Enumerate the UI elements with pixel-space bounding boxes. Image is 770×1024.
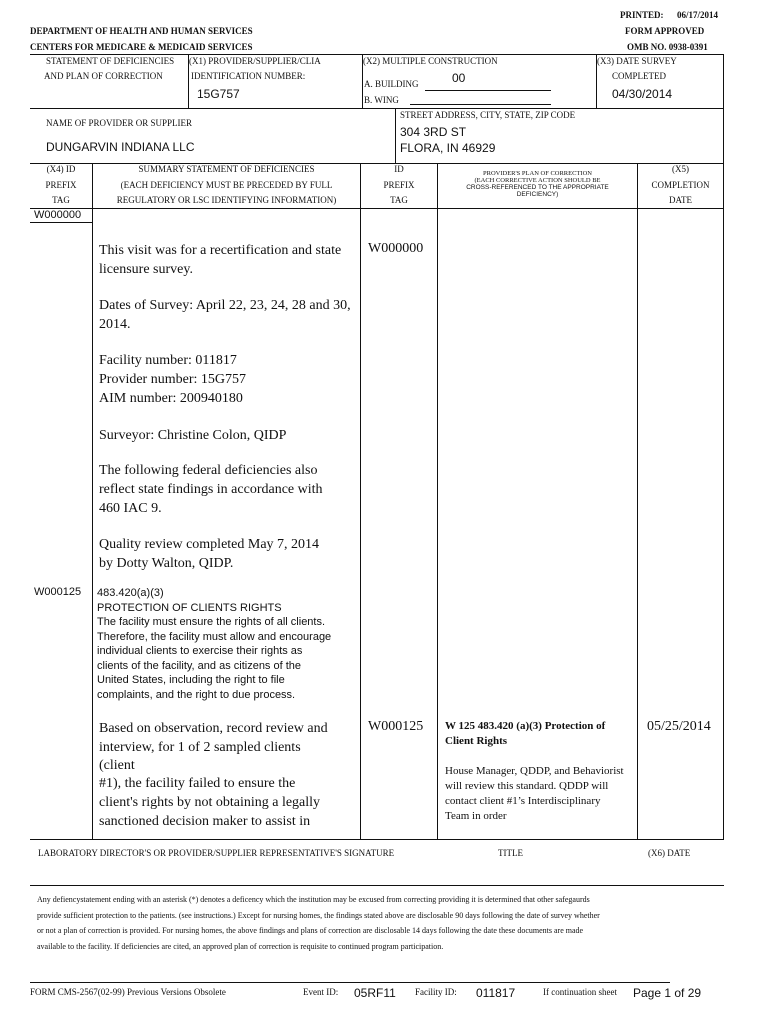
department-name: DEPARTMENT OF HEALTH AND HUMAN SERVICES [30, 26, 253, 36]
plan-header-l3: CROSS-REFERENCED TO THE APPROPRIATE [466, 184, 609, 191]
regulation-title: PROTECTION OF CLIENTS RIGHTS [97, 602, 282, 614]
finding-line-4: #1), the facility failed to ensure the [99, 776, 296, 791]
facility-id-value: 011817 [476, 986, 516, 1000]
surveyor: Surveyor: Christine Colon, QIDP [99, 428, 287, 443]
quality-review-note: Quality review completed May 7, 2014 by Dotty Walton, QIDP. [99, 537, 320, 571]
id-header-l3: TAG [390, 195, 408, 205]
summary-header-l2: (EACH DEFICIENCY MUST BE PRECEDED BY FULL [120, 180, 333, 190]
federal-deficiencies-note: The following federal deficiencies also reflect state findings in accordance with 460 IAC 9. [99, 463, 323, 516]
provider-number: Provider number: 15G757 [99, 372, 246, 387]
finding-line-3: (client [99, 758, 135, 773]
plan-header-l2: (EACH CORRECTIVE ACTION SHOULD BE [474, 177, 601, 184]
survey-purpose: This visit was for a recertification and state licensure survey. [99, 243, 342, 277]
x3-label-l1: (X3) DATE SURVEY [597, 56, 677, 66]
provider-name-value: DUNGARVIN INDIANA LLC [46, 140, 195, 154]
completion-date: 05/25/2014 [647, 719, 711, 734]
x4-header-l2: PREFIX [45, 180, 77, 190]
printed-label: PRINTED: [620, 10, 664, 20]
printed-date: 06/17/2014 [677, 10, 719, 20]
statement-label-l2: AND PLAN OF CORRECTION [44, 71, 163, 81]
plan-header-l1: PROVIDER'S PLAN OF CORRECTION [483, 170, 592, 177]
wing-label: B. WING [364, 95, 399, 105]
provider-id-value: 15G757 [197, 87, 240, 101]
x3-label-l2: COMPLETED [612, 71, 666, 81]
continuation-label: If continuation sheet [543, 987, 617, 997]
plan-header-l4: DEFICIENCY) [516, 191, 559, 198]
correction-text: House Manager, QDDP, and Behaviorist will review this standard. QDDP will contact client #1’s Interdisciplinary Team in order [445, 765, 624, 822]
disclaimer: Any defiencystatement ending with an asterisk (*) denotes a deficency which the institution may be excused from correcting providing it is determined that other safegaurds provide sufficient protection to the patients. (see instructions.) Except for nursing homes, the findings stated above are disclosable 90 days following the date of survey whether or not a plan of correction is provided. For nursing homes, the above findings and plans of correction are disclosable 14 days following the date these documents are made available to the facility. If deficiencies are cited, an approved plan of correction is requisite to continued program participation. [37, 895, 600, 951]
x2-label: (X2) MULTIPLE CONSTRUCTION [363, 56, 498, 66]
address-line-1: 304 3RD ST [400, 125, 467, 139]
title-label: TITLE [498, 848, 523, 858]
building-label: A. BUILDING [364, 79, 419, 89]
survey-date-value: 04/30/2014 [612, 87, 673, 101]
page-number: Page 1 of 29 [633, 986, 702, 1000]
finding-line-1: Based on observation, record review and [99, 721, 328, 736]
x5-header-l3: DATE [669, 195, 692, 205]
omb-number: OMB NO. 0938-0391 [627, 42, 708, 52]
tag-prefix-w000125: W000125 [34, 586, 82, 598]
x4-header-l1: (X4) ID [46, 164, 76, 174]
aim-number: AIM number: 200940180 [99, 391, 243, 406]
finding-line-5: client's rights by not obtaining a legally [99, 795, 321, 810]
tag-id-w000125: W000125 [368, 719, 424, 734]
survey-dates: Dates of Survey: April 22, 23, 24, 28 and 30, 2014. [99, 298, 351, 332]
provider-name-label: NAME OF PROVIDER OR SUPPLIER [46, 118, 193, 128]
facility-id-label: Facility ID: [415, 987, 457, 997]
facility-number: Facility number: 011817 [99, 353, 237, 368]
correction-title: W 125 483.420 (a)(3) Protection of Client Rights [445, 720, 606, 747]
id-header-l1: ID [394, 164, 404, 174]
tag-prefix-w000000: W000000 [34, 209, 82, 221]
x5-header-l1: (X5) [672, 164, 689, 174]
regulation-code: 483.420(a)(3) [97, 587, 164, 599]
event-id-value: 05RF11 [354, 986, 396, 1000]
regulation-text: The facility must ensure the rights of all clients. Therefore, the facility must allow and encourage individual clients to exercise their rights as clients of the facility, and as citizens of the United States, including the right to file complaints, and the right to due process. [97, 616, 332, 701]
address-line-2: FLORA, IN 46929 [400, 141, 496, 155]
summary-header-l1: SUMMARY STATEMENT OF DEFICIENCIES [138, 164, 315, 174]
summary-header-l3: REGULATORY OR LSC IDENTIFYING INFORMATION) [116, 195, 337, 205]
finding-line-2: interview, for 1 of 2 sampled clients [99, 740, 301, 755]
signature-label: LABORATORY DIRECTOR'S OR PROVIDER/SUPPLIER REPRESENTATIVE'S SIGNATURE [38, 848, 395, 858]
address-label: STREET ADDRESS, CITY, STATE, ZIP CODE [400, 110, 576, 120]
form-approved: FORM APPROVED [625, 26, 705, 36]
x4-header-l3: TAG [52, 195, 70, 205]
id-header-l2: PREFIX [383, 180, 415, 190]
form-number: FORM CMS-2567(02-99) Previous Versions Obsolete [30, 987, 226, 997]
x1-label-l1: (X1) PROVIDER/SUPPLIER/CLIA [189, 56, 321, 66]
agency-name: CENTERS FOR MEDICARE & MEDICAID SERVICES [30, 42, 253, 52]
event-id-label: Event ID: [303, 987, 339, 997]
building-value: 00 [452, 71, 466, 85]
statement-label-l1: STATEMENT OF DEFICIENCIES [46, 56, 175, 66]
date-label: (X6) DATE [648, 848, 691, 858]
x5-header-l2: COMPLETION [651, 180, 710, 190]
x1-label-l2: IDENTIFICATION NUMBER: [191, 71, 306, 81]
finding-line-6: sanctioned decision maker to assist in [99, 814, 311, 829]
tag-id-w000000: W000000 [368, 241, 424, 256]
